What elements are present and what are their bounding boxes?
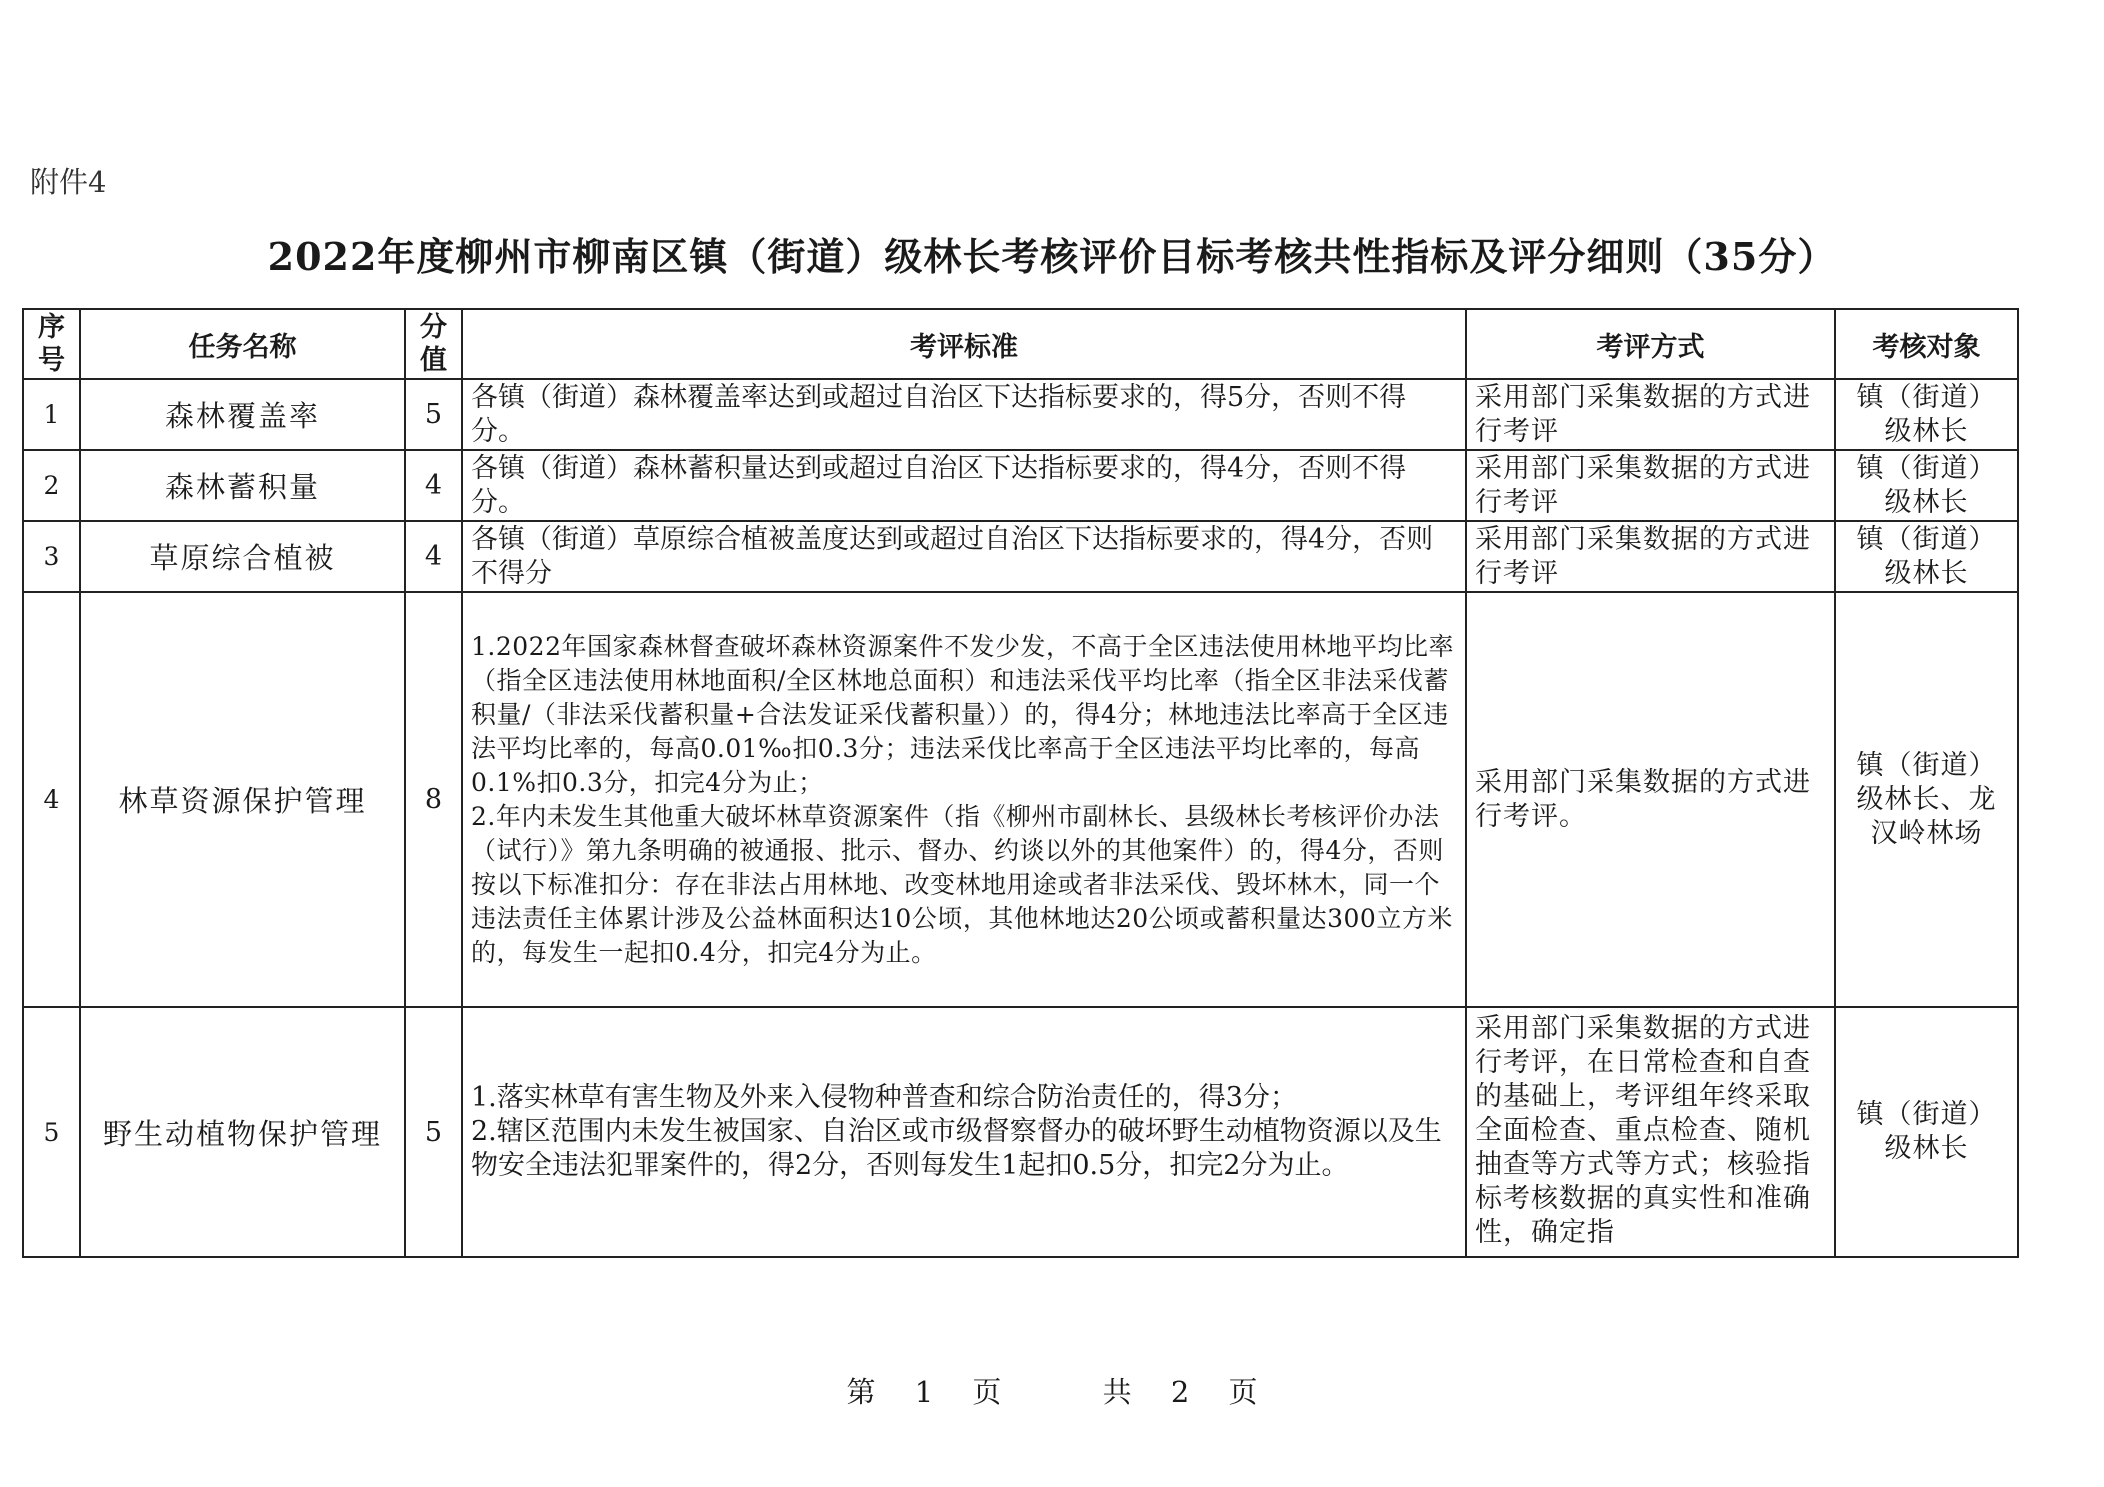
row-target: 镇（街道）级林长: [1835, 521, 2018, 592]
row-score: 4: [405, 450, 462, 521]
row-criteria: [462, 521, 1466, 592]
row-method: 采用部门采集数据的方式进行考评: [1466, 521, 1835, 592]
total-label: 共: [1102, 1375, 1132, 1409]
row-task: 草原综合植被: [80, 521, 405, 592]
criteria-line: 2.年内未发生其他重大破坏林草资源案件（指《柳州市副林长、县级林长考核评价办法（试行）》第九条明确的被通报、批示、督办、约谈以外的其他案件）的，得4分，否则按以下标准扣分：存在非法占用林地、改变林地用途或者非法采伐、毁坏林木，同一个违法责任主体累计涉及公益林面积达10公顷，其他林地达20公顷或蓄积量达300立方米的，每发生一起扣0.4分，扣完4分为止。: [471, 801, 1453, 967]
criteria-line: 1.落实林草有害生物及外来入侵物种普查和综合防治责任的，得3分；: [471, 1082, 1297, 1113]
row-criteria: [462, 379, 1466, 450]
row-target: 镇（街道）级林长: [1835, 450, 2018, 521]
criteria-line: 2.辖区范围内未发生被国家、自治区或市级督察督办的破坏野生动植物资源以及生物安全违法犯罪案件的，得2分，否则每发生1起扣0.5分，扣完2分为止。: [471, 1116, 1442, 1181]
row-task: 森林覆盖率: [80, 379, 405, 450]
row-score: 5: [405, 1007, 462, 1257]
table-row: [23, 379, 2018, 450]
total-pages: 2: [1170, 1375, 1190, 1409]
row-target: 镇（街道）级林长、龙汉岭林场: [1835, 592, 2018, 1007]
header-target: 考核对象: [1835, 309, 2018, 379]
row-no: 1: [23, 379, 80, 450]
header-task: 任务名称: [80, 309, 405, 379]
header-no: 序号: [23, 309, 80, 379]
row-task: 野生动植物保护管理: [80, 1007, 405, 1257]
row-criteria: [462, 592, 1466, 1007]
page-unit: 页: [972, 1375, 1002, 1409]
row-no: 5: [23, 1007, 80, 1257]
row-task: 林草资源保护管理: [80, 592, 405, 1007]
criteria-line: 各镇（街道）森林覆盖率达到或超过自治区下达指标要求的，得5分，否则不得分。: [471, 381, 1407, 447]
row-criteria: [462, 1007, 1466, 1257]
row-task: 森林蓄积量: [80, 450, 405, 521]
header-criteria: 考评标准: [462, 309, 1466, 379]
row-score: 8: [405, 592, 462, 1007]
row-target: 镇（街道）级林长: [1835, 379, 2018, 450]
table-row: [23, 1007, 2018, 1257]
row-method: 采用部门采集数据的方式进行考评: [1466, 379, 1835, 450]
row-method: 采用部门采集数据的方式进行考评: [1466, 450, 1835, 521]
table-header-row: [23, 309, 2018, 379]
page-footer: [0, 1370, 2104, 1411]
criteria-line: 各镇（街道）森林蓄积量达到或超过自治区下达指标要求的，得4分，否则不得分。: [471, 452, 1407, 518]
row-method: [1466, 1007, 1835, 1257]
method-text: 采用部门采集数据的方式进行考评，在日常检查和自查的基础上，考评组年终采取全面检查、重点检查、随机抽查等方式等方式；核验指标考核数据的真实性和准确性，确定指: [1475, 1013, 1811, 1248]
table-row: [23, 450, 2018, 521]
row-method: 采用部门采集数据的方式进行考评。: [1466, 592, 1835, 1007]
table-row: [23, 521, 2018, 592]
row-no: 2: [23, 450, 80, 521]
row-score: 5: [405, 379, 462, 450]
criteria-line: 1.2022年国家森林督查破坏森林资源案件不发少发，不高于全区违法使用林地平均比率（指全区违法使用林地面积/全区林地总面积）和违法采伐平均比率（指全区非法采伐蓄积量/（非法采伐蓄积量+合法发证采伐蓄积量））的，得4分；林地违法比率高于全区违法平均比率的，每高0.01‰扣0.3分；违法采伐比率高于全区违法平均比率的，每高0.1%扣0.3分，扣完4分为止；: [471, 631, 1454, 797]
document-title: 2022年度柳州市柳南区镇（街道）级林长考核评价目标考核共性指标及评分细则（35分）: [267, 234, 1837, 279]
row-criteria: [462, 450, 1466, 521]
page-label: 第: [846, 1375, 876, 1409]
row-score: 4: [405, 521, 462, 592]
total-unit: 页: [1228, 1375, 1258, 1409]
header-method: 考评方式: [1466, 309, 1835, 379]
criteria-line: 各镇（街道）草原综合植被盖度达到或超过自治区下达指标要求的，得4分，否则不得分: [471, 523, 1434, 589]
page-number: 1: [914, 1375, 934, 1409]
attachment-label: 附件4: [30, 165, 107, 199]
header-score: 分值: [405, 309, 462, 379]
criteria-table: [22, 308, 2019, 1258]
table-row: [23, 592, 2018, 1007]
row-target: 镇（街道）级林长: [1835, 1007, 2018, 1257]
row-no: 3: [23, 521, 80, 592]
row-no: 4: [23, 592, 80, 1007]
